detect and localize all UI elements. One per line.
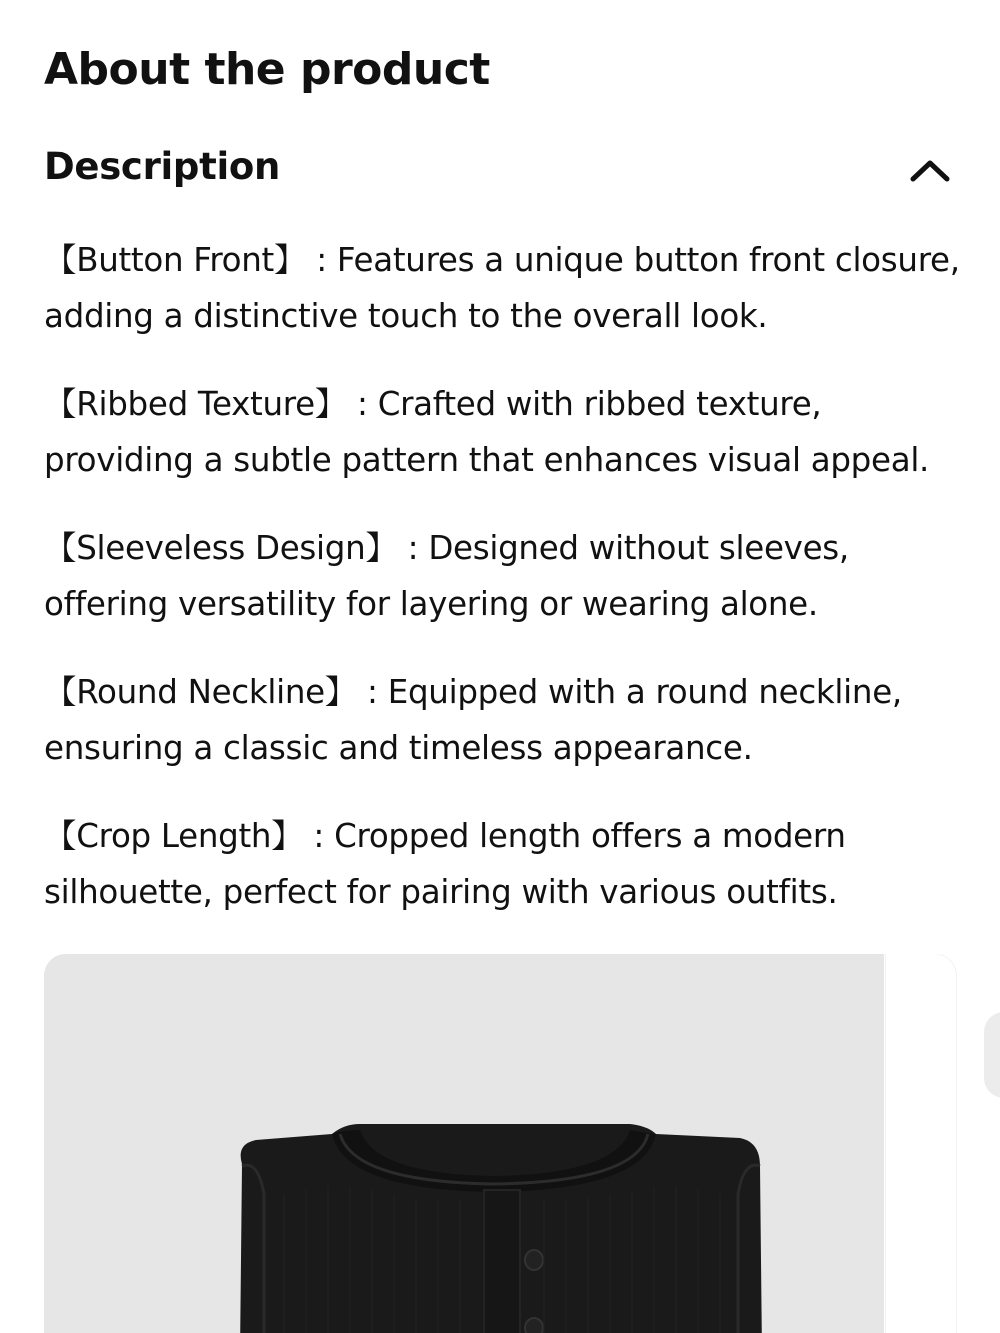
product-image-carousel[interactable] xyxy=(44,954,1000,1333)
floating-scroll-handle[interactable] xyxy=(984,1012,1000,1098)
feature-tag: 【Button Front】 xyxy=(44,241,307,279)
description-item-round-neckline xyxy=(44,664,964,776)
description-item-crop-length xyxy=(44,808,964,920)
feature-text: : Features a unique button front closure, adding a distinctive touch to the overall look. xyxy=(44,241,960,335)
description-item-sleeveless-design xyxy=(44,520,964,632)
description-header[interactable] xyxy=(0,138,1000,198)
description-title: Description xyxy=(44,145,281,188)
feature-text: : Cropped length offers a modern silhouette, perfect for pairing with various outfits. xyxy=(44,817,846,911)
chevron-up-icon xyxy=(900,142,960,192)
feature-tag: 【Ribbed Texture】 xyxy=(44,385,347,423)
feature-text: : Designed without sleeves, offering versatility for layering or wearing alone. xyxy=(44,529,849,623)
product-image[interactable] xyxy=(44,954,884,1333)
feature-text: : Crafted with ribbed texture, providing a subtle pattern that enhances visual appeal. xyxy=(44,385,930,479)
description-item-ribbed-texture xyxy=(44,376,964,488)
feature-tag: 【Round Neckline】 xyxy=(44,673,358,711)
feature-tag: 【Sleeveless Design】 xyxy=(44,529,398,567)
feature-tag: 【Crop Length】 xyxy=(44,817,304,855)
next-image-peek[interactable] xyxy=(886,954,956,1333)
feature-text: : Equipped with a round neckline, ensuring a classic and timeless appearance. xyxy=(44,673,902,767)
description-item-button-front xyxy=(44,232,964,344)
description-body xyxy=(44,232,964,952)
about-product-heading: About the product xyxy=(44,44,490,95)
description-collapse-button[interactable] xyxy=(900,142,960,192)
crop-top-illustration xyxy=(44,954,884,1333)
